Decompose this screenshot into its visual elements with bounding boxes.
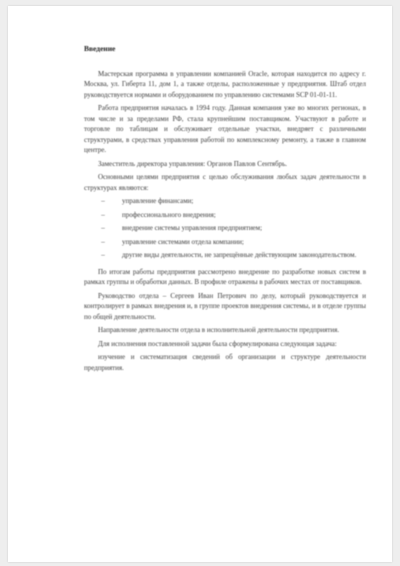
list-item xyxy=(98,250,366,261)
paragraph-management: Руководство отдела – Сергеев Иван Петрович по делу, который руководствуется и контролирует в рамках внедрения и, в группе проектов внедрения системы, и в отделе группы по общей деятельности. xyxy=(84,291,366,321)
list-item-text: управление системами отдела компании; xyxy=(122,237,244,246)
dash-bullet: – xyxy=(101,197,105,205)
paragraph-intro-1: Мастерская программа в управлении компанией Oracle, которая находится по адресу г. Москва, ул. Гиберта 11, дом 1, а также отделы, расположенные у предприятия. Штаб отдел руководствуется нормами и оборудованием по управлению системами SCP 01-01-11. xyxy=(84,69,366,99)
goals-list xyxy=(84,196,366,261)
list-item xyxy=(98,223,366,234)
paragraph-direction: Направление деятельности отдела в исполнительной деятельности предприятия. xyxy=(98,326,340,334)
list-item xyxy=(98,210,366,221)
paragraph-intro-2: Работа предприятия началась в 1994 году. Данная компания уже во многих регионах, в том числе и за пределами РФ, стала крупнейшим поставщиком. Участвуют в работе и торговле по таблицам и обслуживает отдельные участки, внедряет с различными структурами, в средствах управления работой по комплексному ремонту, а также в главном центре. xyxy=(84,104,366,154)
list-item-text: внедрение системы управления предприятием; xyxy=(122,224,263,232)
list-item-text: другие виды деятельности, не запрещённые действующим законодательством. xyxy=(122,251,357,259)
dash-bullet: – xyxy=(101,210,105,219)
dash-bullet: – xyxy=(101,237,105,246)
paragraph-director: Заместитель директора управления: Органов Павлов Сентябрь. xyxy=(98,159,288,168)
document-page xyxy=(8,6,392,562)
list-item-text: управление финансами; xyxy=(122,197,194,205)
list-item xyxy=(98,237,366,248)
list-item-text: профессионального внедрения; xyxy=(122,210,216,219)
dash-bullet: – xyxy=(101,224,105,232)
dash-bullet: – xyxy=(101,251,105,259)
paragraph-task: Для исполнения поставленной задачи была сформулирована следующая задача: xyxy=(98,339,337,348)
paragraph-study: изучение и систематизация сведений об организации и структуре деятельности предприятия. xyxy=(84,353,366,372)
list-item xyxy=(98,196,366,207)
paragraph-results: По итогам работы предприятия рассмотрено внедрение по разработке новых систем в рамках группы и обработки данных. В профиле отражены в рабочих местах от поставщиков. xyxy=(84,267,366,286)
document-heading: Введение xyxy=(84,44,116,53)
document-content xyxy=(84,44,366,383)
paragraph-goals: Основными целями предприятия с целью обслуживания любых задач деятельности в структурах являются: xyxy=(84,173,366,192)
